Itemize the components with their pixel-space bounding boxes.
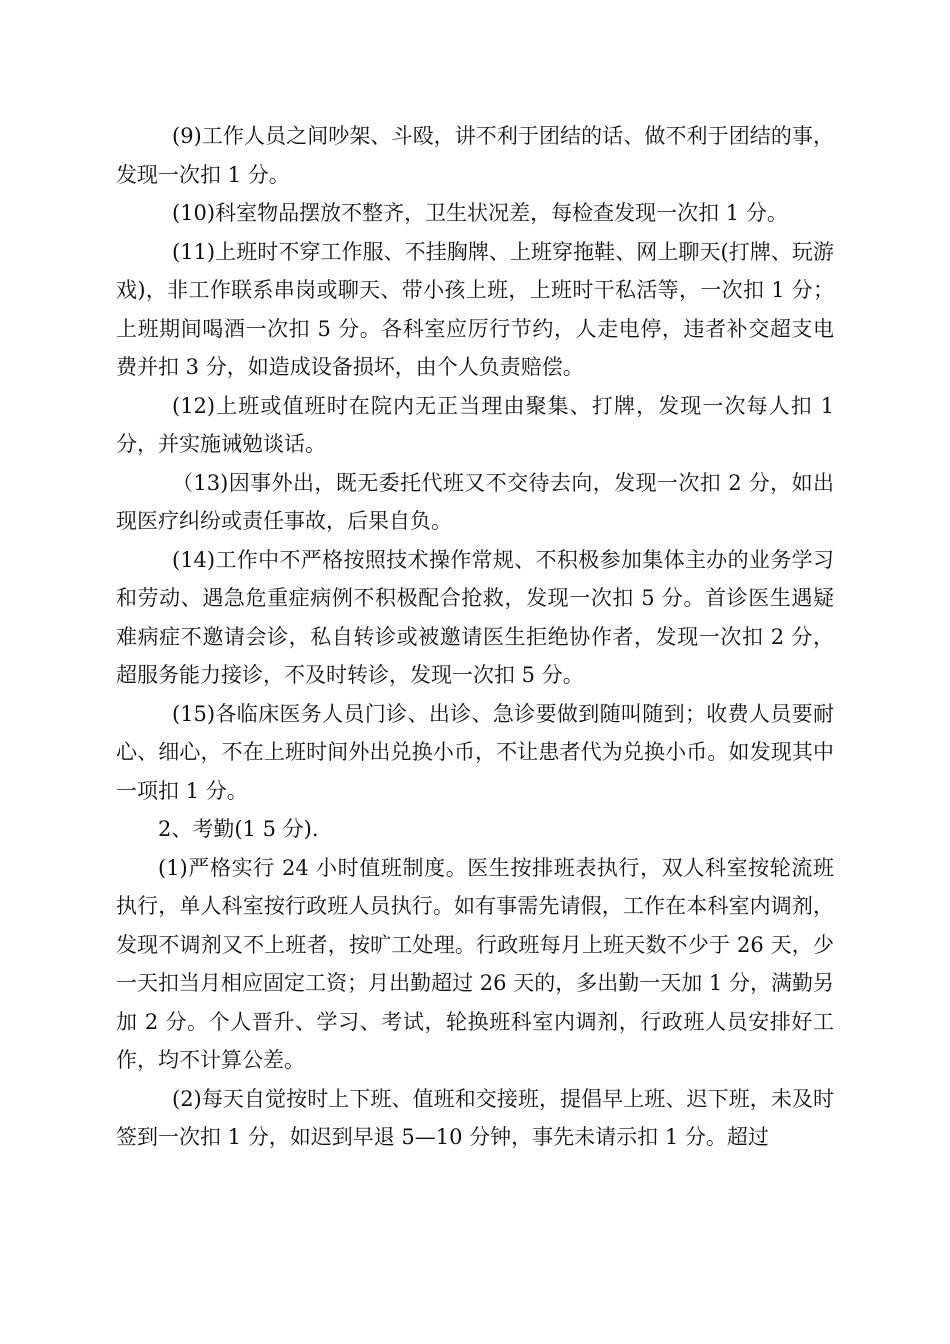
- document-body: [116, 117, 834, 1157]
- section-heading-attendance: 2、考勤(1 5 分).: [158, 817, 319, 841]
- paragraph-item-15: (15)各临床医务人员门诊、出诊、急诊要做到随叫随到；收费人员要耐心、细心，不在上班时间外出兑换小币，不让患者代为兑换小币。如发现其中一项扣 1 分。: [116, 701, 834, 803]
- paragraph-item-12: (12)上班或值班时在院内无正当理由聚集、打牌，发现一次每人扣 1 分，并实施诫勉谈话。: [116, 393, 834, 456]
- paragraph-item-13: （13)因事外出，既无委托代班又不交待去向，发现一次扣 2 分，如出现医疗纠纷或责任事故，后果自负。: [116, 470, 834, 533]
- paragraph-item-11: (11)上班时不穿工作服、不挂胸牌、上班穿拖鞋、网上聊天(打牌、玩游戏)，非工作联系串岗或聊天、带小孩上班，上班时干私活等，一次扣 1 分；上班期间喝酒一次扣 5 分。各科室应厉行节约，人走电停，违者补交超支电费并扣 3 分，如造成设备损坏，由个人负责赔偿。: [116, 239, 834, 379]
- paragraph-item-9: (9)工作人员之间吵架、斗殴，讲不利于团结的话、做不利于团结的事，发现一次扣 1 分。: [116, 124, 834, 187]
- paragraph-attendance-1: (1)严格实行 24 小时值班制度。医生按排班表执行，双人科室按轮流班执行，单人科室按行政班人员执行。如有事需先请假，工作在本科室内调剂，发现不调剂又不上班者，按旷工处理。行政班每月上班天数不少于 26 天，少一天扣当月相应固定工资；月出勤超过 26 天的，多出勤一天加 1 分，满勤另加 2 分。个人晋升、学习、考试，轮换班科室内调剂，行政班人员安排好工作，均不计算公差。: [116, 855, 834, 1072]
- paragraph-item-10: (10)科室物品摆放不整齐，卫生状况差，每检查发现一次扣 1 分。: [172, 201, 788, 225]
- paragraph-item-14: (14)工作中不严格按照技术操作常规、不积极参加集体主办的业务学习和劳动、遇急危重症病例不积极配合抢救，发现一次扣 5 分。首诊医生遇疑难病症不邀请会诊，私自转诊或被邀请医生拒绝协作者，发现一次扣 2 分，超服务能力接诊，不及时转诊，发现一次扣 5 分。: [116, 547, 834, 687]
- paragraph-attendance-2: (2)每天自觉按时上下班、值班和交接班，提倡早上班、迟下班，未及时签到一次扣 1 分，如迟到早退 5—10 分钟，事先未请示扣 1 分。超过: [116, 1086, 834, 1149]
